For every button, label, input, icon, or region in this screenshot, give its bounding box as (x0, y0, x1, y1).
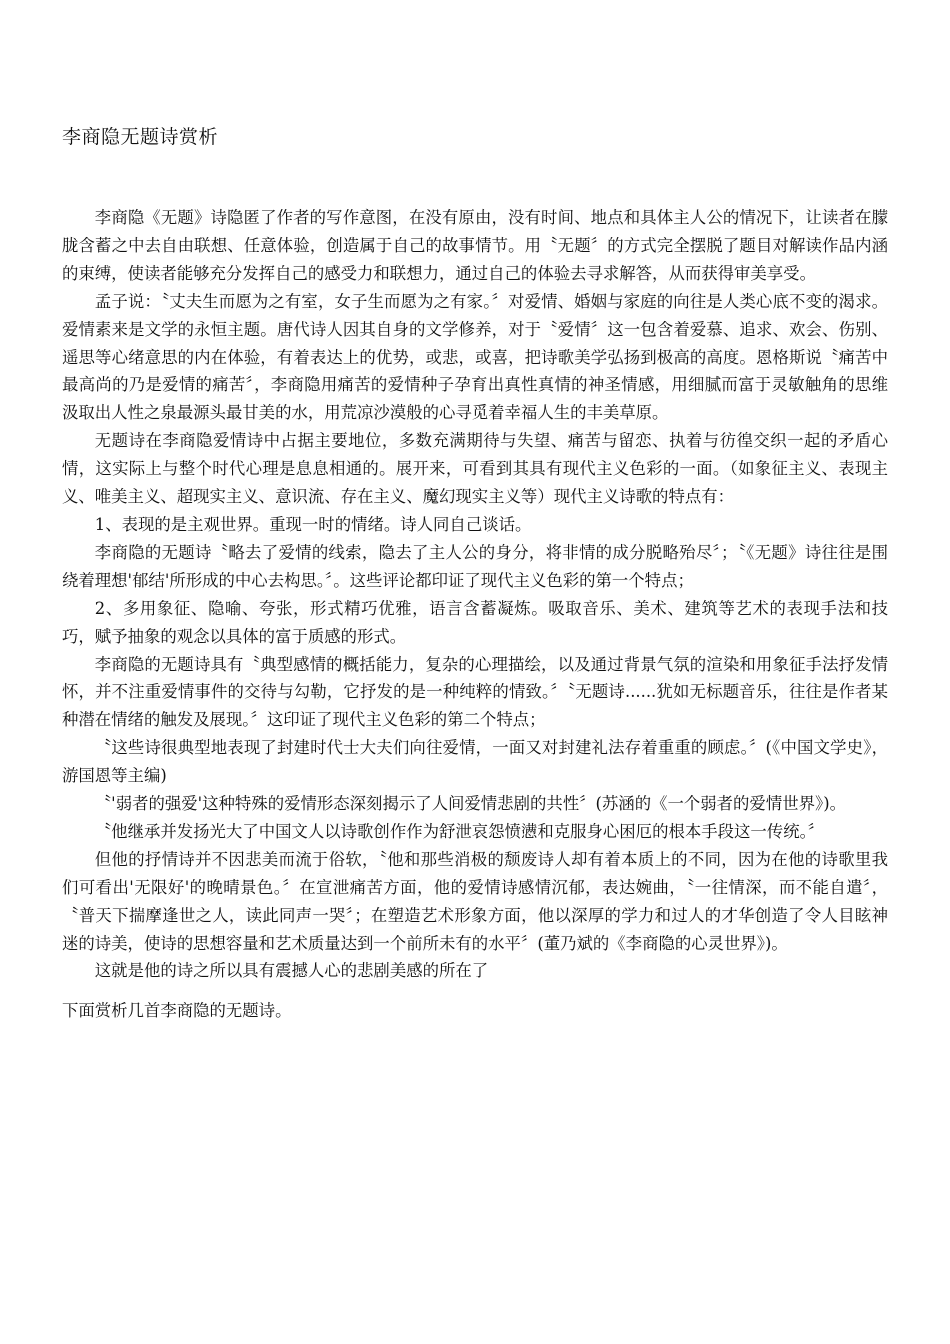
document-title: 李商隐无题诗赏析 (62, 126, 219, 148)
document-body (62, 204, 888, 1025)
paragraph: 李商隐的无题诗具有〝典型感情的概括能力，复杂的心理描绘，以及通过背景气氛的渲染和用象征手法抒发情怀，并不注重爱情事件的交待与勾勒，它抒发的是一种纯粹的情致。〞〝无题诗......犹如无标题音乐，往往是作者某种潜在情绪的触发及展现。〞这印证了现代主义色彩的第二个特点； (62, 654, 888, 730)
closing-line: 下面赏析几首李商隐的无题诗。 (62, 1001, 292, 1021)
paragraph: 〝'弱者的强爱'这种特殊的爱情形态深刻揭示了人间爱情悲剧的共性〞(苏涵的《一个弱者的爱情世界》)。 (94, 794, 846, 814)
paragraph: 李商隐的无题诗〝略去了爱情的线索，隐去了主人公的身分，将非情的成分脱略殆尽〞；〝《无题》诗往往是围绕着理想'郁结'所形成的中心去构思。〞。这些评论都印证了现代主义色彩的第一个特点； (62, 542, 888, 590)
paragraph: 孟子说：〝丈夫生而愿为之有室，女子生而愿为之有家。〞对爱情、婚姻与家庭的向往是人类心底不变的渴求。爱情素来是文学的永恒主题。唐代诗人因其自身的文学修养，对于〝爱情〞这一包含着爱慕、追求、欢会、伤别、遥思等心绪意思的内在体验，有着表达上的优势，或悲，或喜，把诗歌美学弘扬到极高的高度。恩格斯说〝痛苦中最高尚的乃是爱情的痛苦〞，李商隐用痛苦的爱情种子孕育出真性真情的神圣情感，用细腻而富于灵敏触角的思维汲取出人性之泉最源头最甘美的水，用荒凉沙漠般的心寻觅着幸福人生的丰美草原。 (62, 291, 888, 423)
paragraph: 2、多用象征、隐喻、夸张，形式精巧优雅，语言含蓄凝炼。吸取音乐、美术、建筑等艺术的表现手法和技巧，赋予抽象的观念以具体的富于质感的形式。 (62, 598, 888, 646)
paragraph: 这就是他的诗之所以具有震撼人心的悲剧美感的所在了 (94, 961, 489, 981)
paragraph: 但他的抒情诗并不因悲美而流于俗软，〝他和那些消极的颓废诗人却有着本质上的不同，因为在他的诗歌里我们可看出'无限好'的晚晴景色。〞在宣泄痛苦方面，他的爱情诗感情沉郁，表达婉曲，〝一往情深，而不能自遣〞，〝普天下揣摩逢世之人，读此同声一哭〞；在塑造艺术形象方面，他以深厚的学力和过人的才华创造了令人目眩神迷的诗美，使诗的思想容量和艺术质量达到一个前所未有的水平〞(董乃斌的《李商隐的心灵世界》)。 (62, 849, 888, 953)
paragraph: 无题诗在李商隐爱情诗中占据主要地位，多数充满期待与失望、痛苦与留恋、执着与彷徨交织一起的矛盾心情，这实际上与整个时代心理是息息相通的。展开来，可看到其具有现代主义色彩的一面。（如象征主义、表现主义、唯美主义、超现实主义、意识流、存在主义、魔幻现实主义等）现代主义诗歌的特点有： (62, 431, 888, 507)
paragraph: 〝他继承并发扬光大了中国文人以诗歌创作作为舒泄哀怨愤懑和克服身心困厄的根本手段这一传统。〞 (94, 821, 825, 841)
paragraph: 李商隐《无题》诗隐匿了作者的写作意图，在没有原由，没有时间、地点和具体主人公的情况下，让读者在朦胧含蓄之中去自由联想、任意体验，创造属于自己的故事情节。用〝无题〞的方式完全摆脱了题目对解读作品内涵的束缚，使读者能够充分发挥自己的感受力和联想力，通过自己的体验去寻求解答，从而获得审美享受。 (62, 208, 888, 283)
paragraph: 〝这些诗很典型地表现了封建时代士大夫们向往爱情，一面又对封建礼法存着重重的顾虑。〞(《中国文学史》，游国恩等主编) (62, 738, 888, 786)
paragraph: 1、表现的是主观世界。重现一时的情绪。诗人同自己谈话。 (94, 514, 532, 534)
